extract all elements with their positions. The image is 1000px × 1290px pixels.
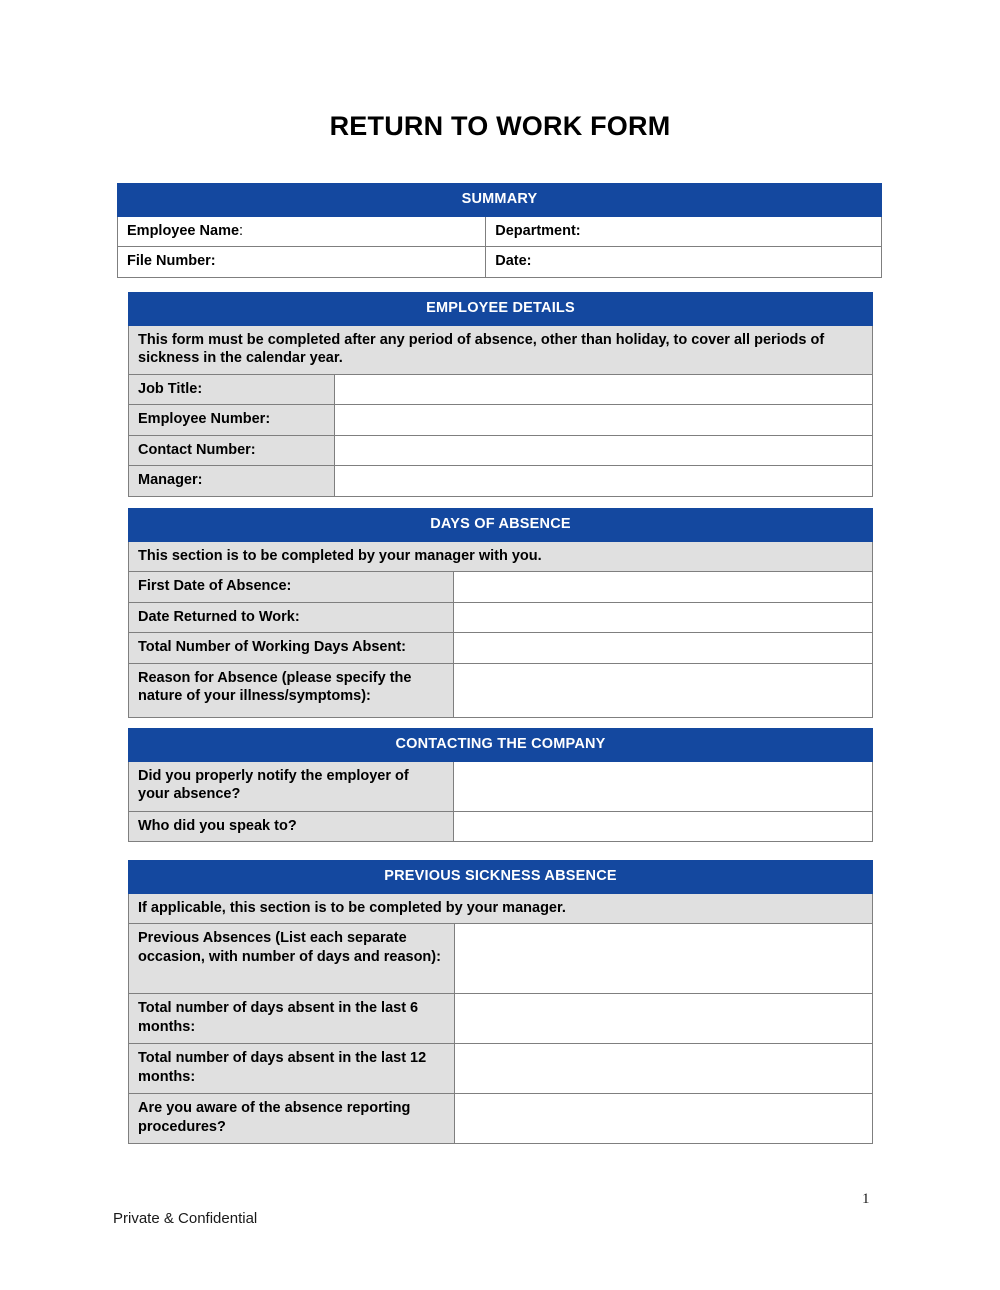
table-row (129, 633, 873, 664)
table-row (129, 994, 873, 1044)
employee-name-colon: : (239, 222, 244, 239)
days-of-absence-table (128, 508, 873, 718)
table-row (129, 663, 873, 717)
first-date-of-absence-input[interactable] (454, 572, 873, 603)
who-did-you-speak-to-label: Who did you speak to? (129, 811, 454, 842)
employee-name-label-text: Employee Name (127, 222, 240, 239)
table-row (129, 602, 873, 633)
table-row (118, 216, 882, 247)
previous-sickness-absence-heading: PREVIOUS SICKNESS ABSENCE (129, 861, 873, 894)
contact-number-label: Contact Number: (129, 435, 335, 466)
summary-heading: SUMMARY (118, 184, 882, 217)
reason-for-absence-label: Reason for Absence (please specify the nature of your illness/symptoms): (129, 663, 454, 717)
date-label: Date: (486, 247, 882, 278)
notify-employer-input[interactable] (454, 761, 873, 811)
previous-sickness-absence-table (128, 860, 873, 1144)
days-absent-6-months-label: Total number of days absent in the last 6 months: (129, 994, 455, 1044)
table-row (129, 435, 873, 466)
previous-absences-label: Previous Absences (List each separate occasion, with number of days and reason): (129, 924, 455, 994)
table-row (129, 893, 873, 924)
summary-section (117, 183, 882, 278)
table-row (129, 1044, 873, 1094)
page-title: RETURN TO WORK FORM (329, 111, 671, 141)
file-number-label: File Number: (118, 247, 486, 278)
total-working-days-absent-label: Total Number of Working Days Absent: (129, 633, 454, 664)
employee-name-label (118, 216, 486, 247)
table-row (129, 811, 873, 842)
days-absent-12-months-input[interactable] (454, 1044, 872, 1094)
employee-number-label: Employee Number: (129, 405, 335, 436)
table-row (129, 861, 873, 894)
table-row (129, 466, 873, 497)
employee-details-table (128, 292, 873, 497)
total-working-days-absent-input[interactable] (454, 633, 873, 664)
footer-confidentiality-text: Private & Confidential (113, 1210, 258, 1227)
employee-details-section (128, 292, 873, 497)
manager-input[interactable] (335, 466, 873, 497)
absence-reporting-procedures-input[interactable] (454, 1094, 872, 1144)
manager-label: Manager: (129, 466, 335, 497)
absence-reporting-procedures-label: Are you aware of the absence reporting procedures? (129, 1094, 455, 1144)
days-of-absence-section (128, 508, 873, 718)
table-row (129, 509, 873, 542)
first-date-of-absence-label: First Date of Absence: (129, 572, 454, 603)
table-row (129, 572, 873, 603)
table-row (129, 374, 873, 405)
table-row (118, 247, 882, 278)
table-row (129, 405, 873, 436)
table-row (129, 729, 873, 762)
employee-number-input[interactable] (335, 405, 873, 436)
employee-details-heading: EMPLOYEE DETAILS (129, 293, 873, 326)
date-returned-to-work-input[interactable] (454, 602, 873, 633)
who-did-you-speak-to-input[interactable] (454, 811, 873, 842)
days-absent-12-months-label: Total number of days absent in the last 12 months: (129, 1044, 455, 1094)
job-title-input[interactable] (335, 374, 873, 405)
job-title-label: Job Title: (129, 374, 335, 405)
table-row (129, 761, 873, 811)
previous-sickness-absence-instruction: If applicable, this section is to be completed by your manager. (129, 893, 873, 924)
days-of-absence-heading: DAYS OF ABSENCE (129, 509, 873, 542)
contacting-the-company-table (128, 728, 873, 842)
department-label: Department: (486, 216, 882, 247)
table-row (129, 924, 873, 994)
days-of-absence-instruction: This section is to be completed by your manager with you. (129, 541, 873, 572)
date-returned-to-work-label: Date Returned to Work: (129, 602, 454, 633)
contacting-the-company-section (128, 728, 873, 842)
table-row (129, 541, 873, 572)
employee-details-instruction: This form must be completed after any period of absence, other than holiday, to cover all periods of sickness in the calendar year. (129, 325, 873, 374)
summary-table (117, 183, 882, 278)
table-row (129, 1094, 873, 1144)
footer-page-number: 1 (862, 1191, 870, 1207)
contacting-the-company-heading: CONTACTING THE COMPANY (129, 729, 873, 762)
previous-absences-input[interactable] (454, 924, 872, 994)
notify-employer-label: Did you properly notify the employer of your absence? (129, 761, 454, 811)
contact-number-input[interactable] (335, 435, 873, 466)
table-row (129, 325, 873, 374)
previous-sickness-absence-section (128, 860, 873, 1144)
table-row (129, 293, 873, 326)
table-row (118, 184, 882, 217)
days-absent-6-months-input[interactable] (454, 994, 872, 1044)
reason-for-absence-input[interactable] (454, 663, 873, 717)
